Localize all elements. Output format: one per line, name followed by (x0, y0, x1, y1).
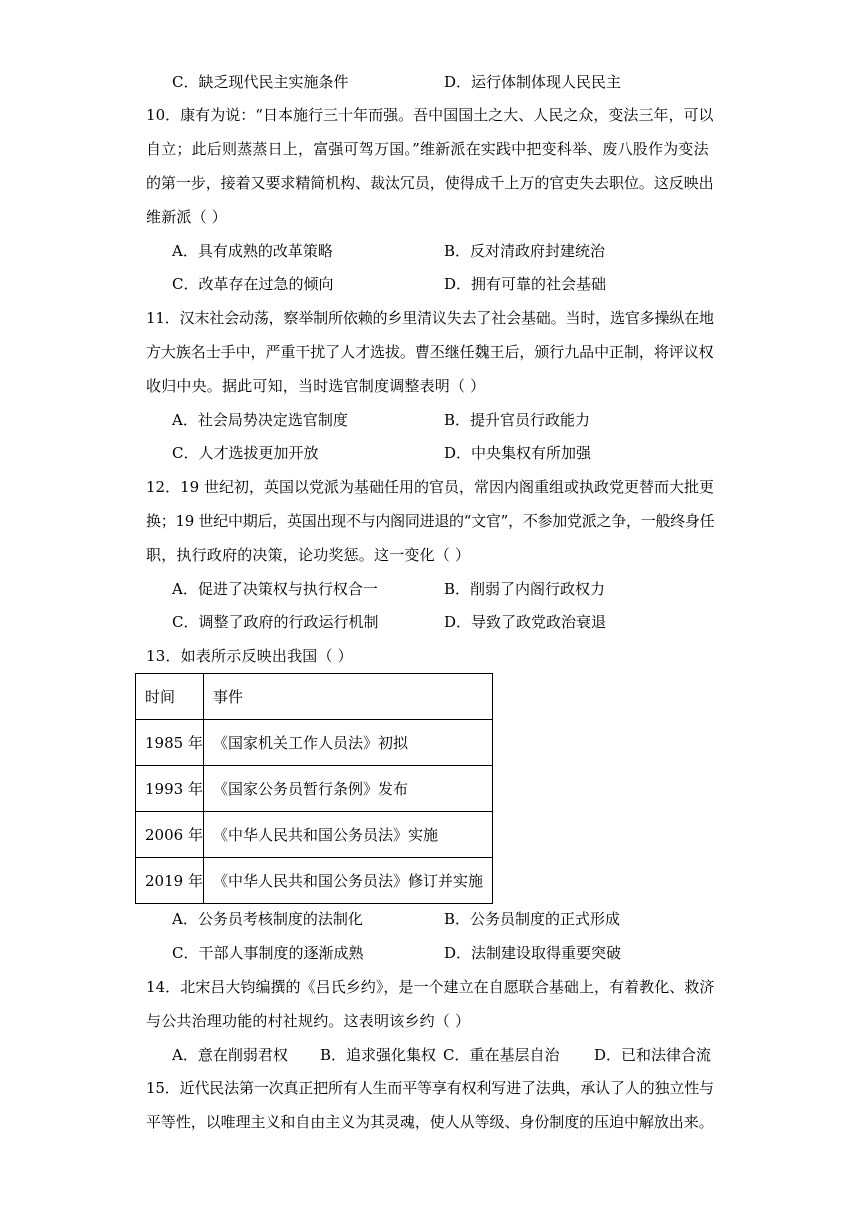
table-cell-event: 《中华人民共和国公务员法》实施 (203, 812, 492, 858)
table-cell-year: 2006 年 (136, 812, 204, 858)
q11-stem-line-3: 收归中央。据此可知，当时选官制度调整表明（ ） (146, 377, 486, 395)
table-row (136, 812, 493, 858)
q14-option-d: D．已和法律合流 (594, 1046, 712, 1064)
q10-stem-line-3: 的第一步，接着又要求精简机构、裁汰冗员，使得成千上万的官吏失去职位。这反映出 (146, 174, 714, 192)
table-header-event: 事件 (203, 674, 492, 720)
q12-option-a: A．促进了决策权与执行权合一 (172, 580, 378, 598)
table-cell-year: 1985 年 (136, 720, 204, 766)
q10-option-d: D．拥有可靠的社会基础 (444, 275, 607, 293)
q15-stem-line-1: 15．近代民法第一次真正把所有人生而平等享有权利写进了法典，承认了人的独立性与 (146, 1079, 714, 1097)
table-row (136, 720, 493, 766)
q14-option-c: C．重在基层自治 (443, 1046, 560, 1064)
table-cell-year: 1993 年 (136, 766, 204, 812)
q14-option-a: A．意在削弱君权 (172, 1046, 288, 1064)
table-row (136, 766, 493, 812)
q10-stem-line-4: 维新派（ ） (146, 208, 227, 226)
events-table (135, 673, 493, 904)
q10-stem-line-2: 自立；此后则蒸蒸日上，富强可驾万国。”维新派在实践中把变科举、废八股作为变法 (146, 140, 709, 158)
q10-stem-line-1: 10．康有为说：“日本施行三十年而强。吾中国国土之大、人民之众，变法三年，可以 (146, 106, 714, 124)
q14-option-b: B．追求强化集权 (320, 1046, 437, 1064)
q9-option-c: C．缺乏现代民主实施条件 (172, 73, 349, 91)
table-cell-event: 《国家机关工作人员法》初拟 (203, 720, 492, 766)
q10-option-c: C．改革存在过急的倾向 (172, 275, 334, 293)
q13-option-d: D．法制建设取得重要突破 (444, 944, 622, 962)
q11-option-c: C．人才选拔更加开放 (172, 444, 319, 462)
table-cell-year: 2019 年 (136, 858, 204, 904)
q10-option-a: A．具有成熟的改革策略 (172, 242, 333, 260)
q14-stem-line-2: 与公共治理功能的村社规约。这表明该乡约（ ） (146, 1012, 471, 1030)
q12-stem-line-1: 12．19 世纪初，英国以党派为基础任用的官员，常因内阁重组或执政党更替而大批更 (146, 478, 714, 496)
q12-option-c: C．调整了政府的行政运行机制 (172, 613, 379, 631)
q12-stem-line-2: 换；19 世纪中期后，英国出现不与内阁同进退的“文官”，不参加党派之争，一般终身任 (146, 512, 715, 530)
q11-option-b: B．提升官员行政能力 (444, 411, 591, 429)
table-header-time: 时间 (136, 674, 204, 720)
q14-stem-line-1: 14．北宋吕大钧编撰的《吕氏乡约》，是一个建立在自愿联合基础上，有着教化、救济 (146, 978, 715, 996)
q13-option-a: A．公务员考核制度的法制化 (172, 910, 363, 928)
q11-option-d: D．中央集权有所加强 (444, 444, 592, 462)
q13-stem: 13．如表所示反映出我国（ ） (146, 647, 353, 665)
q9-option-d: D．运行体制体现人民民主 (444, 73, 622, 91)
q13-option-b: B．公务员制度的正式形成 (444, 910, 621, 928)
q11-option-a: A．社会局势决定选官制度 (172, 411, 348, 429)
q15-stem-line-2: 平等性，以唯理主义和自由主义为其灵魂，使人从等级、身份制度的压迫中解放出来。 (146, 1113, 714, 1131)
q13-option-c: C．干部人事制度的逐渐成熟 (172, 944, 364, 962)
q10-option-b: B．反对清政府封建统治 (444, 242, 606, 260)
q12-option-d: D．导致了政党政治衰退 (444, 613, 607, 631)
q11-stem-line-2: 方大族名士手中，严重干扰了人才选拔。曹丕继任魏王后，颁行九品中正制，将评议权 (146, 343, 714, 361)
q12-option-b: B．削弱了内阁行政权力 (444, 580, 606, 598)
table-row (136, 858, 493, 904)
q11-stem-line-1: 11．汉末社会动荡，察举制所依赖的乡里清议失去了社会基础。当时，选官多操纵在地 (146, 309, 714, 327)
q12-stem-line-3: 职，执行政府的决策，论功奖惩。这一变化（ ） (146, 546, 471, 564)
table-cell-event: 《国家公务员暂行条例》发布 (203, 766, 492, 812)
table-cell-event: 《中华人民共和国公务员法》修订并实施 (203, 858, 492, 904)
table-header-row (136, 674, 493, 720)
